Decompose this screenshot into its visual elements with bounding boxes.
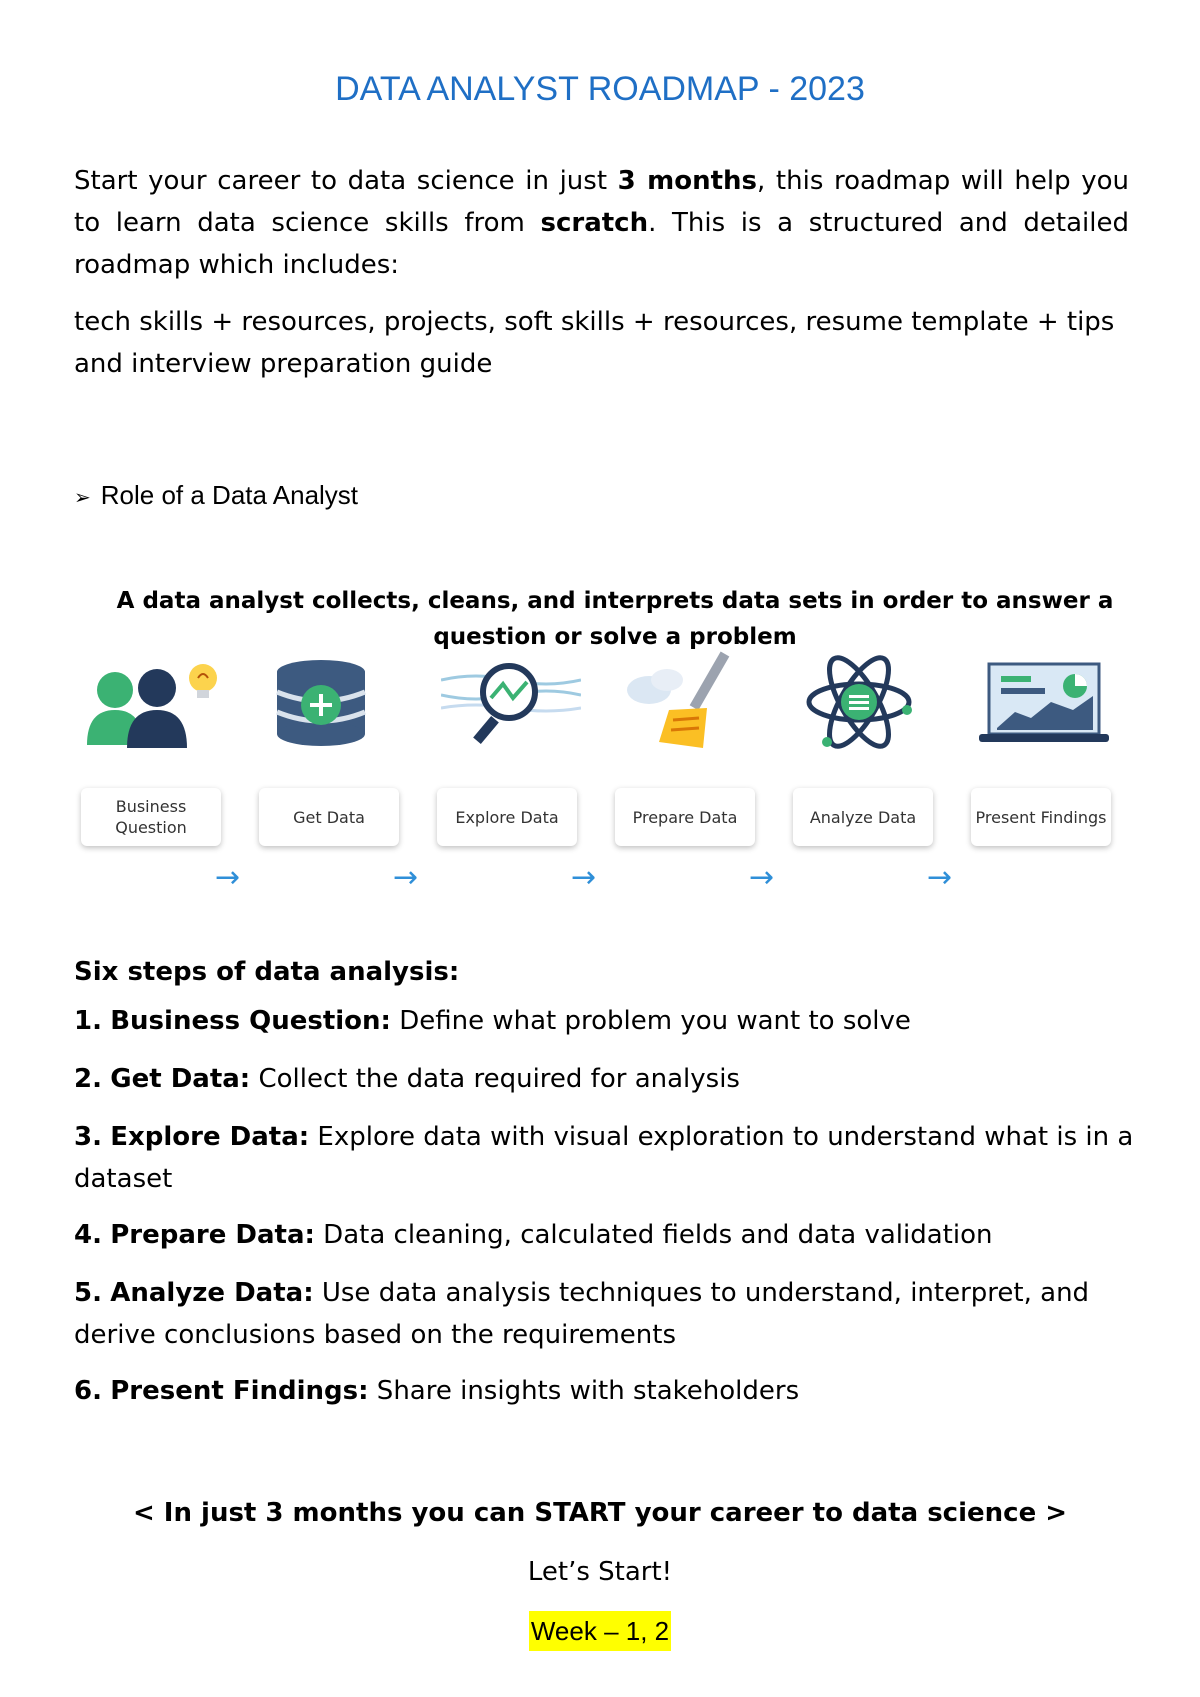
figure-step-prepare-data [609,650,775,895]
laptop-dashboard-icon [975,650,1115,760]
figure-step-label: Get Data [259,788,399,846]
arrow-right-icon: → [749,860,775,895]
figure-step-get-data [253,650,419,895]
intro-paragraph: Start your career to data science in just 3 months, this roadmap will help you to learn data science skills from scratch. This is a structured and detailed roadmap which includes: [74,166,1129,280]
six-steps-heading: Six steps of data analysis: [74,957,460,987]
figure-step-explore-data [431,650,597,895]
arrowhead-bullet-icon: ➢ [74,485,91,509]
call-to-action: < In just 3 months you can START your career to data science > [132,1498,1068,1528]
figure-step-present-findings [965,650,1115,890]
page-title: DATA ANALYST ROADMAP - 2023 [335,70,865,108]
figure-step-analyze-data [787,650,953,895]
list-item: 1. Business Question: Define what problem you want to solve [74,1006,911,1036]
includes-paragraph: tech skills + resources, projects, soft skills + resources, resume template + tips and interview preparation guide [74,307,1115,379]
list-item: 6. Present Findings: Share insights with stakeholders [74,1376,800,1406]
arrow-right-icon: → [571,860,597,895]
atom-icon [797,650,937,760]
arrow-right-icon: → [215,860,241,895]
figure-step-business-question [75,650,241,895]
people-idea-icon [85,650,225,760]
role-heading: ➢ Role of a Data Analyst [74,480,359,510]
lets-start-text: Let’s Start! [527,1557,673,1587]
figure-step-label: Explore Data [437,788,577,846]
figure-step-label: Prepare Data [615,788,755,846]
week-heading: Week – 1, 2 [529,1611,671,1651]
figure-step-label: Business Question [81,788,221,846]
database-add-icon [263,650,403,760]
list-item: 3. Explore Data: Explore data with visual exploration to understand what is in a dataset [74,1122,1134,1194]
steps-figure [75,650,1135,900]
list-item: 4. Prepare Data: Data cleaning, calculated fields and data validation [74,1220,993,1250]
list-item: 2. Get Data: Collect the data required for analysis [74,1064,740,1094]
magnifier-chart-icon [441,650,581,760]
role-caption: A data analyst collects, cleans, and interprets data sets in order to answer a question or solve a problem [116,588,1114,650]
figure-step-label: Present Findings [971,788,1111,846]
arrow-right-icon: → [393,860,419,895]
figure-step-label: Analyze Data [793,788,933,846]
broom-icon [619,650,759,760]
arrow-right-icon: → [927,860,953,895]
week-heading-wrap [0,1611,1200,1651]
list-item: 5. Analyze Data: Use data analysis techniques to understand, interpret, and derive conclusions based on the requirements [74,1278,1090,1350]
